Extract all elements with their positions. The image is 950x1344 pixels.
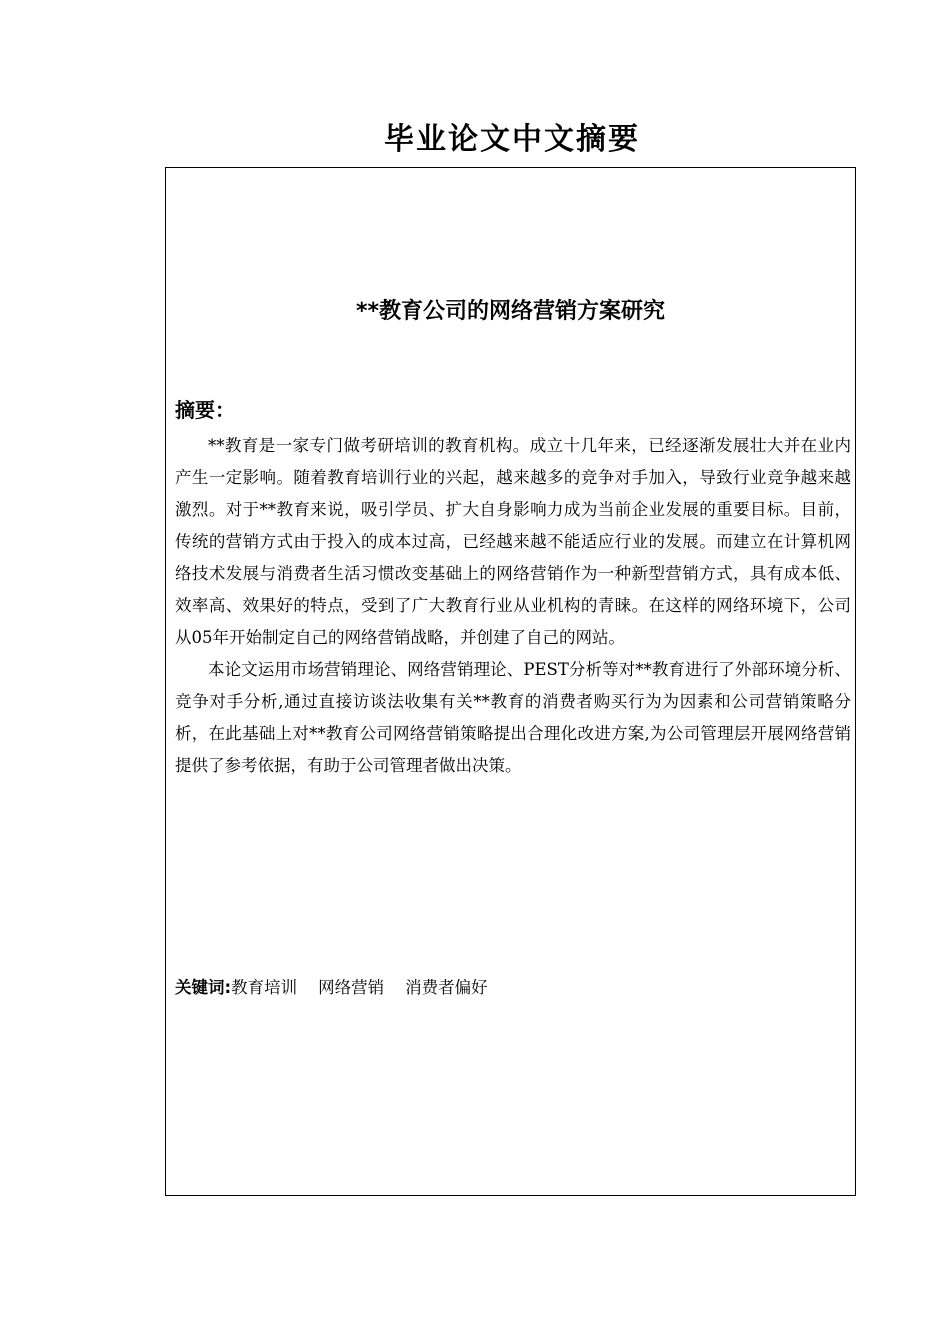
page-heading: 毕业论文中文摘要 [384, 122, 640, 157]
keywords-separator: : [224, 978, 232, 997]
abstract-label: 摘要： [175, 398, 235, 422]
keywords-line [175, 974, 488, 1002]
thesis-title: **教育公司的网络营销方案研究 [355, 299, 665, 324]
keywords-label: 关键词 [175, 978, 225, 997]
abstract-frame [165, 167, 856, 1196]
keywords-value: 教育培训 网络营销 消费者偏好 [231, 978, 488, 997]
abstract-paragraph: **教育是一家专门做考研培训的教育机构。成立十几年来，已经逐渐发展壮大并在业内产生一定影响。随着教育培训行业的兴起，越来越多的竞争对手加入，导致行业竞争越来越激烈。对于**教育来说，吸引学员、扩大自身影响力成为当前企业发展的重要目标。目前，传统的营销方式由于投入的成本过高，已经越来越不能适应行业的发展。而建立在计算机网络技术发展与消费者生活习惯改变基础上的网络营销作为一种新型营销方式，具有成本低、效率高、效果好的特点，受到了广大教育行业从业机构的青睐。在这样的网络环境下，公司从05年开始制定自己的网络营销战略，并创建了自己的网站。 [175, 436, 851, 647]
abstract-body [175, 430, 851, 782]
abstract-paragraph: 本论文运用市场营销理论、网络营销理论、PEST分析等对**教育进行了外部环境分析、竞争对手分析,通过直接访谈法收集有关**教育的消费者购买行为为因素和公司营销策略分析，在此基础上对**教育公司网络营销策略提出合理化改进方案,为公司管理层开展网络营销提供了参考依据，有助于公司管理者做出决策。 [175, 660, 851, 775]
